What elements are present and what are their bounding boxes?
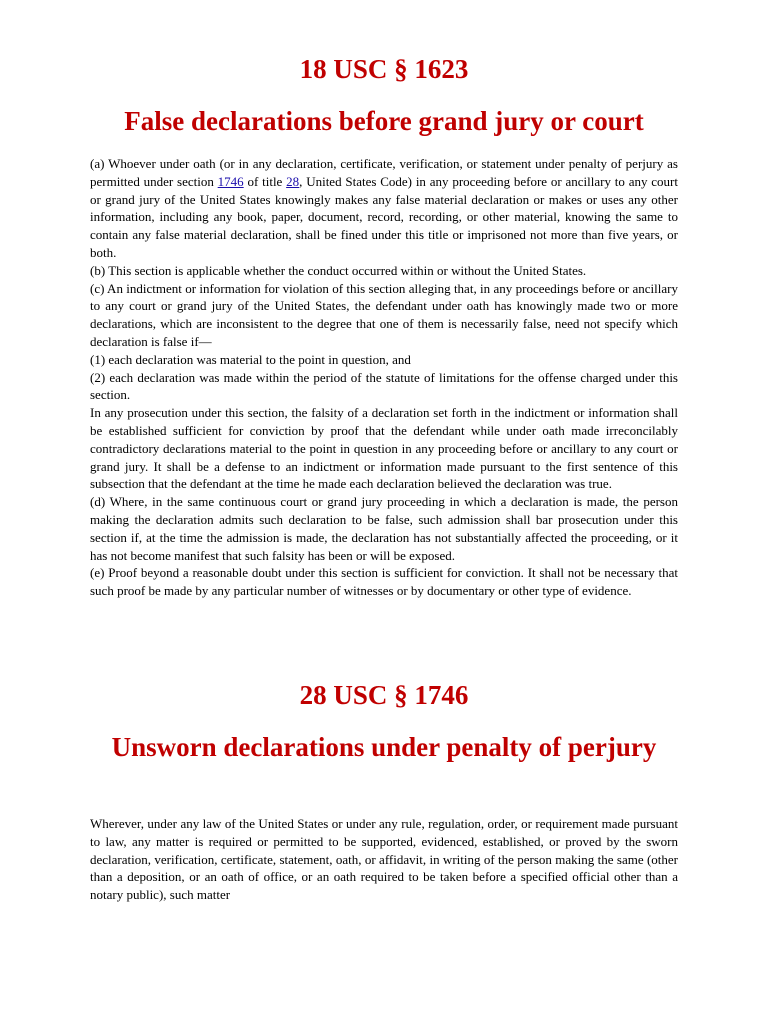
paragraph-a-text-3: , United States Code) in any proceeding before or ancillary to any court or grand jury of the United States knowingly makes any false material declaration or makes or uses any other information, including any book, paper, document, record, recording, or other material, knowing the same to contain any false material declaration, shall be fined under this title or imprisoned not more than five years, or both. (90, 173, 678, 260)
paragraph-c: (c) An indictment or information for violation of this section alleging that, in any proceedings before or ancillary to any court or grand jury of the United States, the defendant under oath has knowingly made two or more declarations, which are inconsistent to the degree that one of them is necessarily false, need not specify which declaration is false if— (90, 280, 678, 349)
section-1-code-heading: 18 USC § 1623 (299, 54, 469, 84)
paragraph-e: (e) Proof beyond a reasonable doubt under this section is sufficient for conviction. It shall not be necessary that such proof be made by any particular number of witnesses or by documentary or other type of evidence. (90, 565, 678, 599)
paragraph-d: (d) Where, in the same continuous court or grand jury proceeding in which a declaration is made, the person making the declaration admits such declaration to be false, such admission shall bar prosecution under this section if, at the time the admission is made, the declaration has not substantially affected the proceeding, or it has not become manifest that such falsity has been or will be exposed. (90, 494, 678, 563)
section-1-body (90, 155, 678, 600)
section-1-title-heading: False declarations before grand jury or court (124, 106, 644, 136)
paragraph-b: (b) This section is applicable whether the conduct occurred within or without the United States. (90, 262, 587, 278)
section-2-paragraph-1: Wherever, under any law of the United States or under any rule, regulation, order, or requirement made pursuant to law, any matter is required or permitted to be supported, evidenced, established, or proved by the sworn declaration, verification, certificate, statement, oath, or affidavit, in writing of the person making the same (other than a deposition, or an oath of office, or an oath required to be taken before a specified official other than a notary public), such matter (90, 816, 678, 903)
title-28-link[interactable]: 28 (286, 173, 300, 189)
section-1746-link[interactable]: 1746 (217, 173, 244, 189)
paragraph-a-text-1: (a) Whoever under oath (or in any declaration, certificate, verification, or statement under penalty of perjury as permitted under section (90, 156, 678, 189)
paragraph-a (90, 155, 678, 262)
section-2-title-heading: Unsworn declarations under penalty of perjury (111, 732, 657, 762)
section-2-body (90, 815, 678, 904)
section-2-code-heading: 28 USC § 1746 (299, 680, 469, 710)
paragraph-c-prosecution: In any prosecution under this section, the falsity of a declaration set forth in the indictment or information shall be established sufficient for conviction by proof that the defendant while under oath made irreconcilably contradictory declarations material to the point in question in any proceeding before or ancillary to any court or grand jury. It shall be a defense to an indictment or information made pursuant to the first sentence of this subsection that the defendant at the time he made each declaration believed the declaration was true. (90, 405, 678, 492)
paragraph-c-1: (1) each declaration was material to the point in question, and (90, 351, 411, 367)
paragraph-c-2: (2) each declaration was made within the period of the statute of limitations for the offense charged under this section. (90, 369, 678, 403)
paragraph-a-text-2: of title (243, 173, 287, 189)
